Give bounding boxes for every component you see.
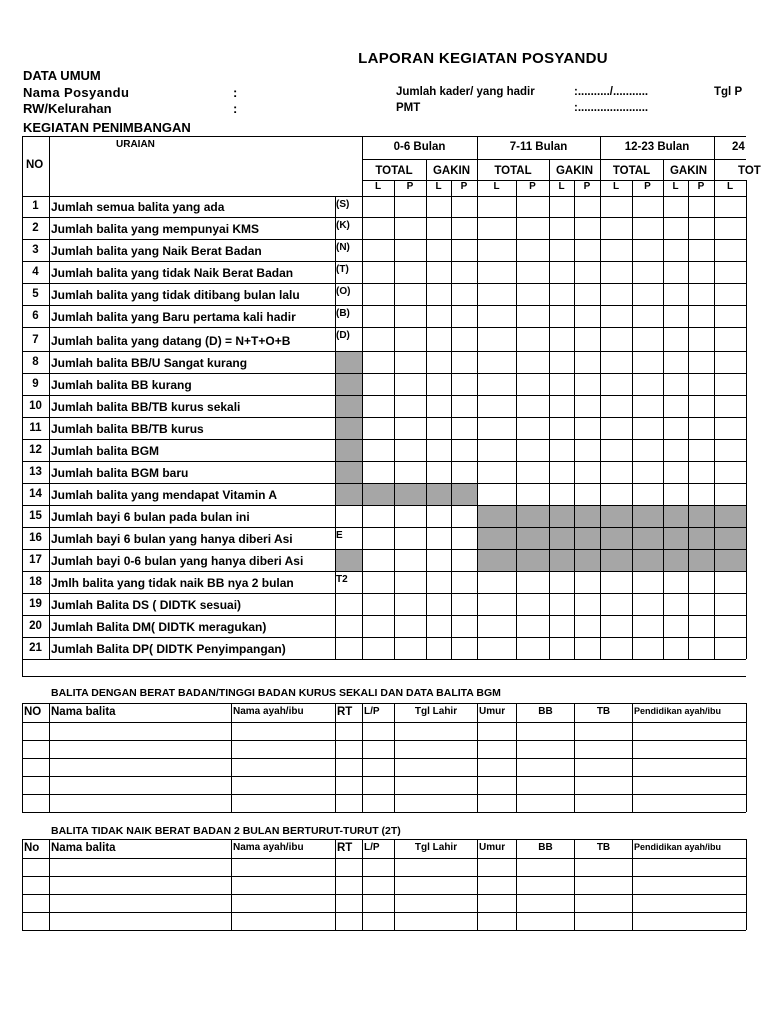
grid-line bbox=[362, 839, 363, 930]
grid-line bbox=[632, 180, 633, 659]
uraian-header: URAIAN bbox=[116, 139, 155, 150]
column-header: L/P bbox=[364, 842, 380, 853]
grid-line bbox=[394, 839, 395, 930]
row-code: (S) bbox=[336, 199, 350, 210]
no-header: NO bbox=[26, 159, 44, 171]
kader-value: :........../........... bbox=[574, 86, 649, 98]
sub-header: GAKIN bbox=[669, 165, 708, 177]
sub-header: TOT bbox=[738, 165, 761, 177]
grid-line bbox=[574, 703, 575, 812]
grid-line bbox=[22, 758, 746, 759]
grid-line bbox=[477, 703, 478, 812]
grid-line bbox=[335, 703, 336, 812]
shaded-cell-code-10 bbox=[335, 396, 362, 417]
shaded-cell-code-8 bbox=[335, 352, 362, 373]
grid-line bbox=[22, 571, 746, 572]
row-code: (B) bbox=[336, 308, 350, 319]
grid-line bbox=[22, 676, 746, 677]
row-number: 9 bbox=[32, 378, 39, 390]
lp-header: P bbox=[644, 181, 651, 192]
column-header: TB bbox=[596, 706, 611, 717]
grid-line bbox=[49, 703, 50, 812]
grid-line bbox=[231, 839, 232, 930]
column-header: Pendidikan ayah/ibu bbox=[634, 706, 722, 716]
posyandu-name-label: Nama Posyandu bbox=[23, 85, 130, 100]
row-number: 4 bbox=[32, 266, 39, 278]
grid-line bbox=[394, 703, 395, 812]
grid-line bbox=[22, 637, 746, 638]
column-header: Tgl Lahir bbox=[414, 842, 458, 853]
lp-header: P bbox=[406, 181, 414, 192]
shaded-vitamin-a bbox=[335, 484, 477, 505]
grid-line bbox=[746, 839, 747, 930]
grid-line bbox=[549, 159, 550, 659]
grid-line bbox=[574, 180, 575, 659]
column-header: Umur bbox=[479, 706, 506, 717]
row-description: Jumlah Balita DP( DIDTK Penyimpangan) bbox=[51, 642, 286, 656]
grid-line bbox=[22, 794, 746, 795]
grid-line bbox=[394, 180, 395, 659]
row-number: 13 bbox=[29, 466, 42, 478]
grid-line bbox=[746, 703, 747, 812]
column-header: TB bbox=[596, 842, 611, 853]
row-description: Jmlh balita yang tidak naik BB nya 2 bulan bbox=[51, 576, 294, 590]
sub-header: GAKIN bbox=[555, 165, 594, 177]
column-header: BB bbox=[538, 842, 553, 853]
grid-line bbox=[22, 659, 746, 660]
row-code: T2 bbox=[336, 574, 348, 585]
row-description: Jumlah balita BGM baru bbox=[51, 466, 189, 480]
shaded-older-groups-17 bbox=[477, 550, 746, 571]
grid-line bbox=[426, 159, 427, 659]
grid-line bbox=[22, 740, 746, 741]
row-number: 7 bbox=[32, 334, 39, 346]
age-group-header: 12-23 Bulan bbox=[624, 141, 690, 153]
grid-line bbox=[22, 703, 746, 704]
grid-line bbox=[362, 703, 363, 812]
row-code: (T) bbox=[336, 264, 349, 275]
grid-line bbox=[22, 593, 746, 594]
grid-line bbox=[516, 839, 517, 930]
row-code: (O) bbox=[336, 286, 351, 297]
column-header: Nama ayah/ibu bbox=[233, 842, 304, 853]
grid-line bbox=[22, 395, 746, 396]
age-group-header: 0-6 Bulan bbox=[393, 141, 446, 153]
grid-line bbox=[22, 327, 746, 328]
grid-line bbox=[22, 505, 746, 506]
lp-header: P bbox=[583, 181, 591, 192]
column-header: Nama balita bbox=[51, 706, 116, 718]
pmt-value: :...................... bbox=[574, 102, 649, 114]
grid-line bbox=[49, 136, 50, 659]
row-number: 1 bbox=[32, 200, 39, 212]
lp-header: L bbox=[374, 181, 382, 192]
bgm-table-heading: BALITA DENGAN BERAT BADAN/TINGGI BADAN KURUS SEKALI DAN DATA BALITA BGM bbox=[51, 687, 501, 699]
row-description: Jumlah balita BB kurang bbox=[51, 378, 192, 392]
sub-header: TOTAL bbox=[494, 165, 532, 177]
column-header: NO bbox=[24, 706, 42, 718]
shaded-older-groups-15 bbox=[477, 506, 746, 527]
grid-line bbox=[22, 839, 746, 840]
column-header: Nama balita bbox=[51, 842, 116, 854]
grid-line bbox=[632, 839, 633, 930]
posyandu-name-colon: : bbox=[233, 85, 238, 100]
row-code: (N) bbox=[336, 242, 350, 253]
lp-header: L bbox=[493, 181, 500, 192]
row-number: 21 bbox=[29, 642, 42, 654]
grid-line bbox=[335, 839, 336, 930]
row-number: 6 bbox=[32, 310, 39, 322]
row-number: 14 bbox=[29, 488, 42, 500]
row-description: Jumlah balita yang datang (D) = N+T+O+B bbox=[51, 334, 291, 348]
lp-header: L bbox=[672, 181, 679, 192]
lp-header: L bbox=[612, 181, 620, 192]
kader-label: Jumlah kader/ yang hadir bbox=[396, 86, 535, 98]
grid-line bbox=[516, 180, 517, 659]
row-description: Jumlah balita yang tidak Naik Berat Badan bbox=[51, 266, 294, 280]
weighing-heading: KEGIATAN PENIMBANGAN bbox=[23, 120, 191, 135]
column-header: L/P bbox=[364, 706, 380, 717]
column-header: RT bbox=[337, 706, 353, 718]
grid-line bbox=[22, 876, 746, 877]
grid-line bbox=[22, 373, 746, 374]
row-number: 8 bbox=[32, 356, 39, 368]
grid-line bbox=[22, 217, 746, 218]
row-number: 3 bbox=[32, 244, 39, 256]
tgl-label: Tgl P bbox=[714, 86, 743, 98]
lp-header: L bbox=[558, 181, 565, 192]
column-header: Tgl Lahir bbox=[414, 706, 458, 717]
row-description: Jumlah balita BB/TB kurus sekali bbox=[51, 400, 241, 414]
sub-header: TOTAL bbox=[612, 165, 651, 177]
rw-colon: : bbox=[233, 101, 238, 116]
grid-line bbox=[22, 894, 746, 895]
grid-line bbox=[22, 283, 746, 284]
column-header: Nama ayah/ibu bbox=[233, 706, 304, 717]
row-number: 11 bbox=[29, 422, 42, 434]
row-number: 19 bbox=[29, 598, 42, 610]
grid-line bbox=[22, 703, 23, 812]
row-description: Jumlah Balita DS ( DIDTK sesuai) bbox=[51, 598, 242, 612]
grid-line bbox=[22, 549, 746, 550]
grid-line bbox=[49, 839, 50, 930]
column-header: BB bbox=[538, 706, 553, 717]
row-description: Jumlah balita BB/TB kurus bbox=[51, 422, 204, 436]
grid-line bbox=[22, 417, 746, 418]
row-description: Jumlah bayi 0-6 bulan yang hanya diberi Asi bbox=[51, 554, 304, 568]
column-header: No bbox=[24, 842, 40, 854]
lp-header: P bbox=[529, 181, 536, 192]
grid-line bbox=[22, 439, 746, 440]
row-number: 15 bbox=[29, 510, 42, 522]
row-number: 17 bbox=[29, 554, 42, 566]
row-description: Jumlah bayi 6 bulan pada bulan ini bbox=[51, 510, 250, 524]
grid-line bbox=[22, 776, 746, 777]
grid-line bbox=[574, 839, 575, 930]
grid-line bbox=[516, 703, 517, 812]
grid-line bbox=[22, 239, 746, 240]
grid-line bbox=[22, 305, 746, 306]
shaded-cell-code-13 bbox=[335, 462, 362, 483]
row-description: Jumlah balita BB/U Sangat kurang bbox=[51, 356, 248, 370]
row-description: Jumlah balita yang Naik Berat Badan bbox=[51, 244, 262, 258]
column-header: RT bbox=[337, 842, 353, 854]
row-description: Jumlah balita BGM bbox=[51, 444, 160, 458]
column-header: Pendidikan ayah/ibu bbox=[634, 842, 722, 852]
grid-line bbox=[22, 930, 746, 931]
shaded-cell-code-12 bbox=[335, 440, 362, 461]
row-number: 5 bbox=[32, 288, 39, 300]
age-group-header: 7-11 Bulan bbox=[509, 141, 568, 153]
grid-line bbox=[632, 703, 633, 812]
t2-table-heading: BALITA TIDAK NAIK BERAT BADAN 2 BULAN BERTURUT-TURUT (2T) bbox=[51, 825, 401, 837]
grid-line bbox=[22, 527, 746, 528]
row-description: Jumlah Balita DM( DIDTK meragukan) bbox=[51, 620, 267, 634]
row-description: Jumlah balita yang tidak ditibang bulan lalu bbox=[51, 288, 300, 302]
row-number: 16 bbox=[29, 532, 42, 544]
shaded-cell-code-9 bbox=[335, 374, 362, 395]
grid-line bbox=[22, 461, 746, 462]
page-title: LAPORAN KEGIATAN POSYANDU bbox=[358, 50, 608, 67]
grid-line bbox=[477, 136, 478, 659]
lp-header: P bbox=[460, 181, 468, 192]
row-description: Jumlah bayi 6 bulan yang hanya diberi Asi bbox=[51, 532, 293, 546]
row-code: (D) bbox=[336, 330, 350, 341]
rw-label: RW/Kelurahan bbox=[23, 101, 112, 116]
grid-line bbox=[22, 912, 746, 913]
row-description: Jumlah balita yang mempunyai KMS bbox=[51, 222, 260, 236]
grid-line bbox=[22, 351, 746, 352]
lp-header: P bbox=[697, 181, 705, 192]
grid-line bbox=[22, 136, 746, 137]
grid-line bbox=[22, 196, 746, 197]
row-description: Jumlah balita yang Baru pertama kali hadir bbox=[51, 310, 296, 324]
pmt-label: PMT bbox=[396, 102, 421, 114]
sub-header: TOTAL bbox=[375, 165, 413, 177]
row-number: 2 bbox=[32, 222, 39, 234]
grid-line bbox=[231, 703, 232, 812]
grid-line bbox=[688, 180, 689, 659]
grid-line bbox=[600, 136, 601, 659]
row-code: E bbox=[336, 530, 343, 541]
row-code: (K) bbox=[336, 220, 350, 231]
grid-line bbox=[22, 261, 746, 262]
row-number: 20 bbox=[29, 620, 42, 632]
grid-line bbox=[663, 159, 664, 659]
lp-header: L bbox=[435, 181, 442, 192]
grid-line bbox=[22, 839, 23, 930]
grid-line bbox=[22, 483, 746, 484]
row-number: 10 bbox=[29, 400, 42, 412]
shaded-cell-code-17 bbox=[335, 550, 362, 571]
shaded-older-groups-16 bbox=[477, 528, 746, 549]
lp-header: L bbox=[726, 181, 734, 192]
row-description: Jumlah balita yang mendapat Vitamin A bbox=[51, 488, 278, 502]
grid-line bbox=[22, 615, 746, 616]
grid-line bbox=[714, 136, 715, 659]
age-group-header: 24 bbox=[732, 141, 745, 153]
row-number: 18 bbox=[29, 576, 42, 588]
row-description: Jumlah semua balita yang ada bbox=[51, 200, 225, 214]
grid-line bbox=[746, 180, 747, 659]
grid-line bbox=[477, 839, 478, 930]
shaded-cell-code-11 bbox=[335, 418, 362, 439]
sub-header: GAKIN bbox=[432, 165, 471, 177]
grid-line bbox=[22, 812, 746, 813]
grid-line bbox=[22, 722, 746, 723]
column-header: Umur bbox=[479, 842, 506, 853]
row-number: 12 bbox=[29, 444, 42, 456]
grid-line bbox=[451, 180, 452, 659]
grid-line bbox=[362, 159, 746, 160]
grid-line bbox=[22, 858, 746, 859]
general-heading: DATA UMUM bbox=[23, 68, 101, 83]
